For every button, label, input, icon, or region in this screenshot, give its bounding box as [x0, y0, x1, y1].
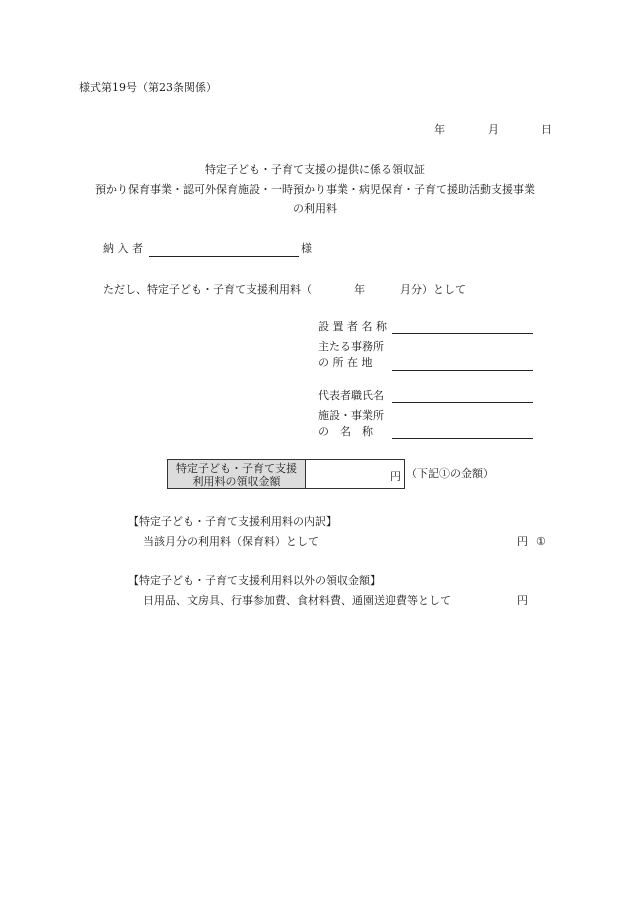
representative-label: 代表者職氏名: [318, 389, 384, 402]
facility-label-1: 施設・事業所: [318, 409, 384, 422]
office-label-1: 主たる事務所: [318, 340, 384, 353]
other-heading: 【特定子ども・子育て支援利用料以外の領収金額】: [128, 574, 381, 587]
proviso-prefix: ただし、特定子ども・子育て支援利用料（: [103, 283, 312, 296]
other-item-yen: 円: [517, 594, 528, 607]
payer-label: 納 入 者: [103, 242, 143, 255]
breakdown-heading: 【特定子ども・子育て支援利用料の内訳】: [128, 515, 337, 528]
payer-suffix: 様: [301, 242, 312, 255]
other-item-label: 日用品、文房具、行事参加費、食材料費、通園送迎費等として: [143, 594, 451, 607]
breakdown-item-marker: ①: [536, 535, 546, 548]
office-label-2: の 所 在 地: [318, 356, 373, 369]
document-subtitle-end: の利用料: [293, 202, 337, 215]
amount-note: （下記①の金額）: [406, 467, 494, 480]
representative-line: [392, 402, 533, 403]
payer-name-line: [149, 256, 299, 257]
office-address-line: [392, 370, 533, 371]
amount-label-line2: 利用料の領収金額: [192, 475, 281, 488]
proviso-month-suffix: 月分）として: [400, 283, 466, 296]
date-month-label: 月: [488, 123, 499, 136]
facility-label-2: の 名 称: [318, 425, 373, 438]
amount-value-cell: [306, 459, 405, 489]
establisher-name-label: 設 置 者 名 称: [318, 320, 387, 333]
proviso-year: 年: [354, 283, 365, 296]
document-title: 特定子ども・子育て支援の提供に係る領収証: [205, 163, 425, 176]
amount-label-line1: 特定子ども・子育て支援: [176, 462, 297, 475]
establisher-name-line: [392, 333, 533, 334]
document-subtitle: 預かり保育事業・認可外保育施設・一時預かり事業・病児保育・子育て援助活動支援事業: [95, 183, 535, 196]
amount-yen: 円: [390, 470, 401, 483]
form-number: 様式第19号（第23条関係）: [79, 81, 217, 94]
amount-label-cell: [167, 459, 306, 489]
breakdown-item-yen: 円: [517, 535, 528, 548]
date-day-label: 日: [541, 123, 552, 136]
breakdown-item-label: 当該月分の利用料（保育料）として: [143, 535, 319, 548]
date-year-label: 年: [434, 123, 445, 136]
facility-name-line: [392, 438, 533, 439]
